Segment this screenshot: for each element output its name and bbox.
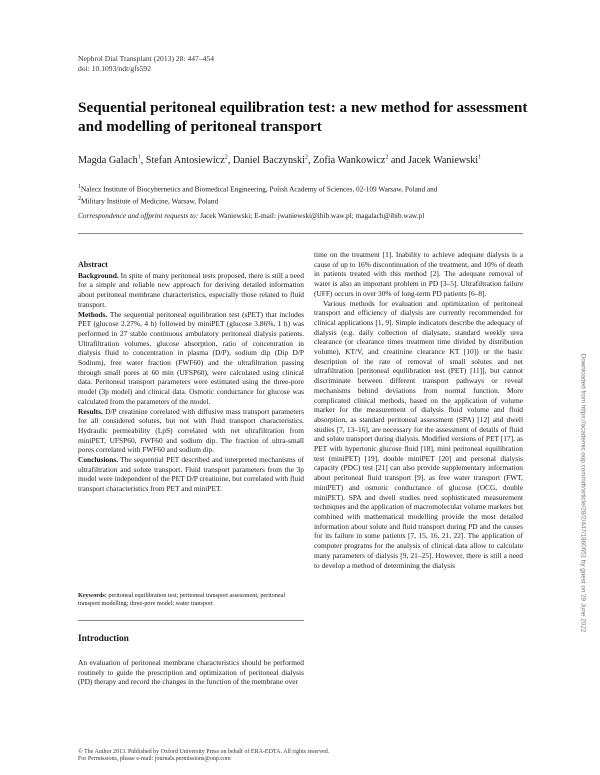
copyright-footer (78, 749, 528, 764)
author[interactable]: Stefan Antosiewicz$^2$, (145, 155, 233, 167)
abstract-conclusions: Conclusions. The sequential PET described and interpreted mechanisms of ultrafiltration and solute transport. Fluid transport parameters from the 3p model were independent of the PET D/P creatinine, but correlated with fluid transport characteristics from PET and miniPET. (78, 455, 304, 494)
paper-title: Sequential peritoneal equilibration test: a new method for assessment and modelling of peritoneal transport (78, 99, 528, 135)
paragraph: time on the treatment [1]. Inability to achieve adequate dialysis is a cause of up to 16% discontinuation of the treatment, and 10% of death in patients treated with this method [2]. The adequate removal of water is also an important problem in PD [3–5]. Ultrafiltration failure (UFF) occurs in over 30% of long-term PD patients [6–8]. (314, 250, 523, 298)
download-watermark (578, 250, 588, 735)
affiliations (78, 182, 548, 207)
journal-citation: Nephrol Dial Transplant (2013) 28: 447–454 (78, 54, 215, 63)
divider (78, 620, 304, 621)
correspondence (78, 210, 548, 221)
author[interactable]: Magda Galach$^1$, (78, 155, 146, 167)
copyright-line: © The Author 2013. Published by Oxford University Press on behalf of ERA-EDTA. All rights reserved. (78, 749, 330, 755)
divider (78, 233, 523, 234)
correspondence-text: Jacek Waniewski; E-mail: jwaniewski@ibib.waw.pl; magalach@ibib.waw.pl (200, 211, 425, 220)
keywords (78, 592, 304, 608)
affiliation: $^2$Military Institute of Medicine, Warsaw, Poland (78, 196, 219, 206)
keywords-text: peritoneal equilibration test; peritoneal transport assessment; peritoneal transport modelling; three-pore model; water transport (78, 592, 286, 607)
affiliation: $^1$Nalecz Institute of Biocybernetics and Biomedical Engineering, Polish Academy of Sciences, 02-109 Warsaw, Poland and (78, 184, 438, 194)
abstract-heading: Abstract (78, 260, 108, 269)
author[interactable]: Jacek Waniewski$^1$ (408, 155, 482, 167)
author[interactable]: Zofia Wankowicz$^2$ and (313, 155, 409, 167)
abstract (78, 260, 304, 494)
journal-doi: doi: 10.1093/ndt/gfs592 (78, 64, 151, 73)
download-note: Downloaded from https://academic.oup.com/ndt/article/28/2/447/1860651 by guest on 29 June 2022 (579, 353, 587, 632)
abstract-results: Results. D/P creatinine correlated with diffusive mass transport parameters for all considered solutes, but not with fluid transport characteristics. Hydraulic permeability (LpS) correlated with net ultrafiltration from miniPET, UFSP60, FWF60 and sodium dip. The fraction of ultra-small pores correlated with FWF60 and sodium dip. (78, 406, 304, 455)
paragraph: Various methods for evaluation and optimization of peritoneal transport and efficiency of dialysis are currently recommended for clinical applications [1, 9]. Simple indicators describe the adequacy of dialysis (e.g. daily collection of dialysate, standard weekly urea clearance (or clearance times treatment time divided by distribution volume), KT/V, and creatinine clearance KT [10]) or the basic description of the rate of removal of small solutes and net ultrafiltration [peritoneal equilibration test (PET) [11]], but cannot discriminate between different transport pathways or reveal mechanisms behind deviations from normal function. More complicated clinical methods, based on the application of volume marker for the measurement of dialysis fluid volume and fluid absorption, as standard peritoneal assessment (SPA) [12] and dwell studies [7, 13–16], are necessary for the assessment of details of fluid and solute transport during dialysis. Modified versions of PET [17], as PET with hypertonic glucose fluid [18], mini peritoneal equilibration test (miniPET) [19], double miniPET [20] and personal dialysis capacity (PDC) test [21] can also provide supplementary information about peritoneal fluid transport [9], as free water transport (FWT, miniPET) and osmotic conductance of glucose (OCG, double miniPET). SPA and dwell studies need sophisticated measurement techniques and the application of macromolecular volume markers but combined with mathematical modelling provide the most detailed information about solute and fluid transport during PD and the causes for its failure in some patients [7, 15, 16, 21, 22]. The application of computer programs for the analysis of clinical data allow to calculate many parameters of dialysis [9, 21–25]. However, there is still a need to develop a method of determining the dialysis (314, 298, 523, 570)
abstract-background: Background. In spite of many peritoneal tests proposed, there is still a need for a simple and reliable new approach for deriving detailed information about peritoneal membrane characteristics, especially those related to fluid transport. (78, 270, 304, 309)
abstract-methods: Methods. The sequential peritoneal equilibration test (sPET) that includes PET (glucose 2.27%, 4 h) followed by miniPET (glucose 3.86%, 1 h) was performed in 27 stable continuous ambulatory peritoneal dialysis patients. Ultrafiltration volumes, glucose absorption, ratio of concentration in dialysis fluid to concentration in plasma (D/P), sodium dip (Dip D/P Sodium), free water fraction (FWF60) and the ultrafiltration passing through small pores at 60 min (UFSP60), were calculated using clinical data. Peritoneal transport parameters were estimated using the three-pore model (3p model) and clinical data. Osmotic conductance for glucose was calculated from the parameters of the model. (78, 309, 304, 406)
keywords-label: Keywords: (78, 592, 107, 599)
author-list (78, 151, 548, 168)
correspondence-label: Correspondence and offprint requests to: (78, 211, 199, 220)
introduction-heading: Introduction (78, 634, 129, 644)
right-column (314, 250, 523, 570)
journal-header (78, 54, 214, 74)
introduction-text: An evaluation of peritoneal membrane characteristics should be performed routinely to guide the prescription and optimization of peritoneal dialysis (PD) therapy and record the changes in the function of the membrane over (78, 658, 304, 687)
permissions-line: For Permissions, please e-mail: journals.permissions@oup.com (78, 756, 231, 763)
author[interactable]: Daniel Baczynski$^2$, (232, 155, 314, 167)
